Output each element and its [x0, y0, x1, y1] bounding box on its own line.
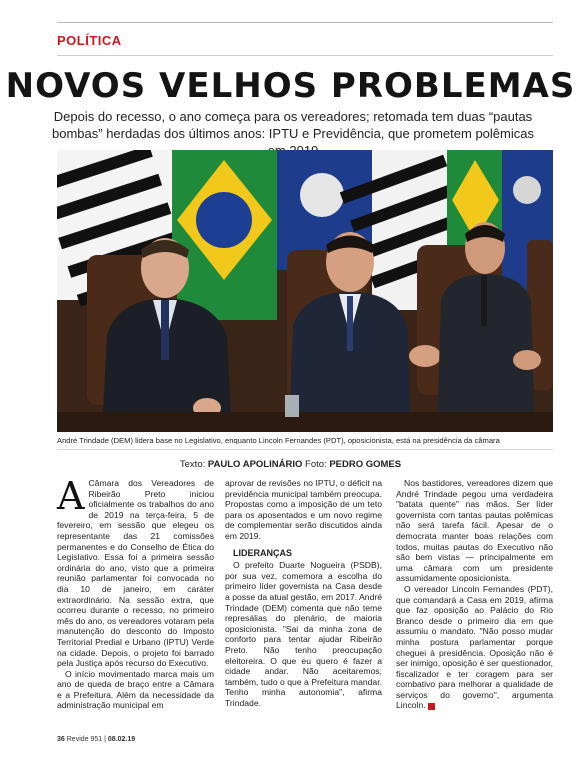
paragraph-text: O vereador Lincoln Fernandes (PDT), que comandará a Casa em 2019, afirma que faz oposição ao Palácio do Rio Branco desde o primeiro dia em que assumiu o mandato. "Não posso mudar minha postura parlamentar porque cheguei à presidência. Oposição não é ser inimigo, oposição é ser questionador, fiscalizador e ter coragem para ser combativo para melhorar a qualidade de serviços do governo", argumenta Lincoln.	[396, 583, 553, 711]
photo-label: Foto:	[305, 459, 327, 470]
dropcap: A	[57, 474, 85, 518]
paragraph: Nos bastidores, vereadores dizem que André Trindade pegou uma verdadeira "batata quente" nas mãos. Ser líder governista com tantas pautas polêmicas não será tarefa fácil. Apesar de o democrata manter boas relações com todos, muitas pautas do Executivo não são bem vistas — principalmente em uma câmara com um presidente assumidamente oposicionista.	[396, 478, 553, 584]
issue-date: 08.02.19	[107, 736, 136, 743]
caption-rule	[57, 449, 553, 450]
article-column-1	[57, 474, 214, 711]
text-label: Texto:	[179, 459, 206, 470]
photo-caption: André Trindade (DEM) lidera base no Legislativo, enquanto Lincoln Fernandes (PDT), oposicionista, está na presidência da câmara	[57, 436, 500, 445]
subheading: LIDERANÇAS	[233, 547, 293, 558]
byline	[0, 459, 581, 470]
headline: NOVOS VELHOS PROBLEMAS	[5, 66, 576, 106]
page-footer	[57, 736, 135, 743]
section-label: POLÍTICA	[57, 33, 122, 48]
author-name: PAULO APOLINÁRIO	[207, 459, 303, 470]
footer-separator: |	[104, 736, 106, 743]
end-mark-icon	[428, 703, 435, 710]
deck-subtitle: Depois do recesso, o ano começa para os vereadores; retomada tem duas “pautas bombas” herdadas dos últimos anos: IPTU e Previdência, que prometem polêmicas	[52, 109, 534, 141]
paragraph-text: Câmara dos Vereadores de Ribeirão Preto iniciou oficialmente os trabalhos do ano de 2019 na terça-feira, 5 de fevereiro, em sessão que elegeu os representante das 21 comissões permanentes e do Conselho de Ética do Legislativo. Essa foi a primeira sessão ordinária do ano, visto que a primeira reunião parlamentar foi convocada no dia 10 de janeiro, em caráter extraordinário. Na sessão extra, que ocorreu durante o recesso, no primeiro mês do ano, os vereadores votaram pela manutenção do desconto do Imposto Territorial Predial e Urbano (IPTU) Verde na cidade. Depois, o projeto foi barrado pela Justiça após recurso do Executivo.	[57, 478, 214, 669]
article-photo	[57, 150, 553, 432]
paragraph: O início movimentado marca mais um ano de queda de braço entre a Câmara e a Prefeitura. Além da necessidade da administração municipal em	[57, 668, 214, 711]
paragraph	[396, 584, 553, 711]
magazine-name: Revide 951	[66, 736, 103, 743]
section-rule	[57, 55, 553, 56]
photographer-name: PEDRO GOMES	[329, 459, 402, 470]
paragraph: O prefeito Duarte Nogueira (PSDB), por sua vez, comemora a escolha do primeiro líder governista na Casa desde a posse da atual gestão, em 2017. André Trindade (DEM) comenta que não teme represálias do plenário, de maioria oposicionista. "Sai da minha zona de conforto para tentar ajudar Ribeirão Preto. Não tenho preocupação eleitoreira. O que eu quero é fazer a cidade andar. Não aceitaremos, também, tudo o que a Prefeitura mandar. Tenho minha autonomia", afirma Trindade.	[225, 560, 382, 708]
top-rule	[57, 22, 553, 23]
flag-brazil-left	[172, 150, 277, 320]
article-column-3	[396, 478, 553, 711]
article-column-2	[225, 478, 382, 708]
page-number: 36	[57, 736, 65, 743]
paragraph: aprovar de revisões no IPTU, o déficit na previdência municipal também preocupa. Propostas como a imposição de um teto para os aposentados e um novo regime de complementar serão discutidos ainda em 2019.	[225, 478, 382, 541]
paragraph	[57, 474, 214, 669]
